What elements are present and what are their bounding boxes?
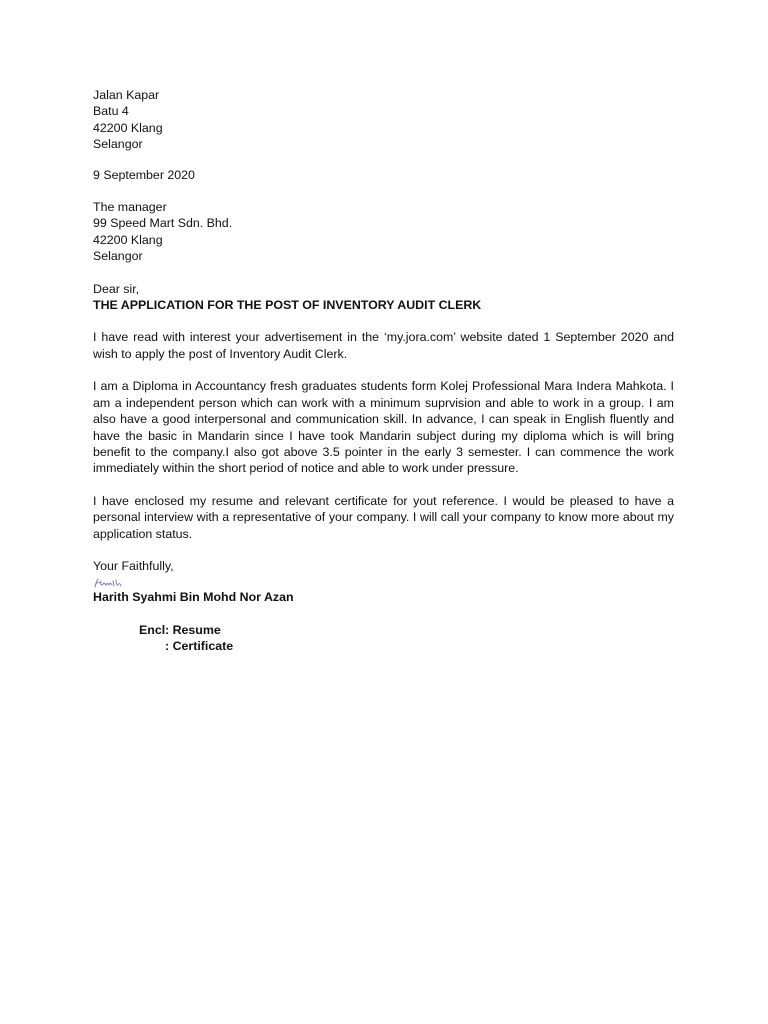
body-paragraph-qualifications: I am a Diploma in Accountancy fresh graduates students form Kolej Professional Mara Indera Mahkota. I am a independent person which can work with a minimum suprvision and able to work in a group. I am also have a good interpersonal and communication skill. In advance, I can speak in English fluently and have the basic in Mandarin since I have took Mandarin subject during my diploma which is will bring benefit to the company.I also got above 3.5 pointer in the early 3 semester. I can commence the work immediately within the short period of notice and able to work under pressure. (93, 379, 674, 476)
letter-subject: THE APPLICATION FOR THE POST OF INVENTORY AUDIT CLERK (93, 298, 482, 313)
salutation: Dear sir, (93, 281, 140, 296)
sender-address-line: 42200 Klang (93, 120, 163, 135)
signatory-name: Harith Syahmi Bin Mohd Nor Azan (93, 590, 294, 605)
closing-phrase: Your Faithfully, (93, 558, 174, 573)
sender-address-line: Selangor (93, 137, 143, 152)
recipient-address (93, 199, 674, 265)
recipient-address-line: Selangor (93, 249, 143, 264)
enclosure-row (139, 622, 674, 638)
letter-date: 9 September 2020 (93, 167, 195, 182)
enclosure-item: : Certificate (165, 639, 234, 654)
body-paragraph-closing: I have enclosed my resume and relevant certificate for yout reference. I would be pleased to have a personal interview with a representative of your company. I will call your company to know more about my application status. (93, 493, 674, 541)
handwritten-signature-icon (93, 577, 133, 589)
sender-address-line: Batu 4 (93, 104, 129, 119)
cover-letter (93, 87, 674, 655)
recipient-address-line: 42200 Klang (93, 232, 163, 247)
recipient-address-line: The manager (93, 200, 167, 215)
enclosure-label: Encl (139, 622, 166, 637)
recipient-address-line: 99 Speed Mart Sdn. Bhd. (93, 216, 233, 231)
body-paragraph-interest: I have read with interest your advertisement in the ‘my.jora.com’ website dated 1 September 2020 and wish to apply the post of Inventory Audit Clerk. (93, 330, 674, 361)
sender-address-line: Jalan Kapar (93, 88, 160, 102)
enclosure-row (139, 638, 674, 654)
enclosure-item: : Resume (165, 622, 221, 637)
sender-address (93, 87, 674, 153)
enclosures (139, 622, 674, 655)
